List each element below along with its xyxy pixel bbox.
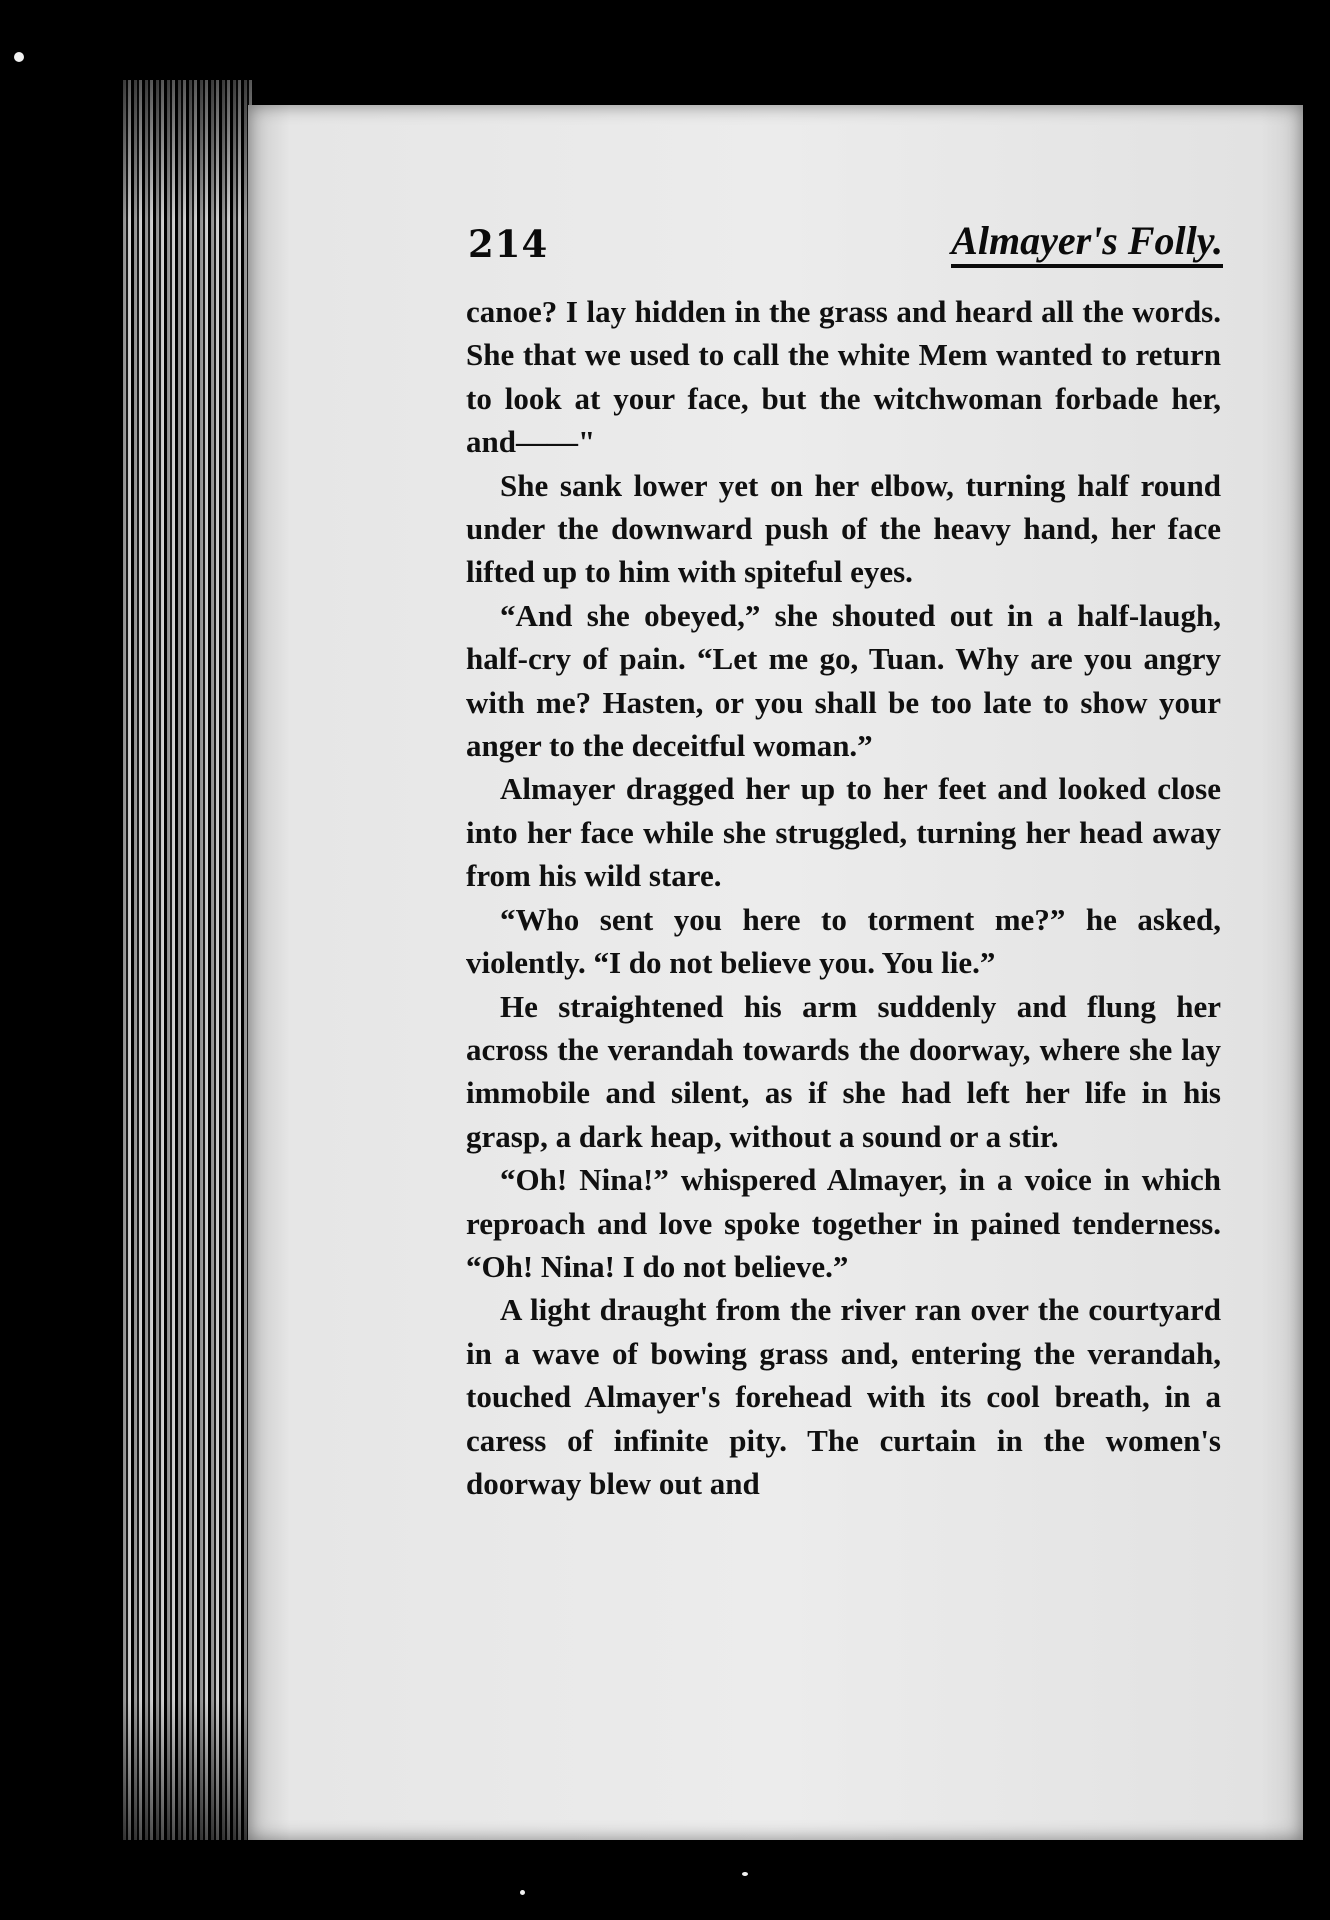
dust-speck <box>742 1872 748 1876</box>
paragraph: He straightened his arm suddenly and flung her across the verandah towards the doorway, where she lay immobile and silent, as if she had left her life in his grasp, a dark heap, without a sound or a stir. <box>466 988 1221 1154</box>
running-head: Almayer's Folly. <box>951 220 1223 268</box>
paragraph: A light draught from the river ran over the courtyard in a wave of bowing grass and, entering the verandah, touched Almayer's forehead with its cool breath, in a caress of infinite pity. The curtain in the women's doorway blew out and <box>466 1292 1221 1501</box>
paragraph: She sank lower yet on her elbow, turning half round under the downward push of the heavy hand, her face lifted up to him with spiteful eyes. <box>466 467 1221 590</box>
body-text <box>466 290 1221 1505</box>
page-header-row <box>468 220 1223 280</box>
page-edges <box>120 80 255 1840</box>
paragraph: “Oh! Nina!” whispered Almayer, in a voice in which reproach and love spoke together in pained tenderness. “Oh! Nina! I do not believe.” <box>466 1162 1221 1284</box>
dust-speck <box>520 1890 525 1895</box>
paragraph: “And she obeyed,” she shouted out in a half-laugh, half-cry of pain. “Let me go, Tuan. Why are you angry with me? Hasten, or you shall be too late to show your anger to the deceitful woman.” <box>466 597 1221 764</box>
paragraph: Almayer dragged her up to her feet and looked close into her face while she struggled, turning her head away from his wild stare. <box>466 771 1221 894</box>
paragraph: “Who sent you here to torment me?” he asked, violently. “I do not believe you. You lie.” <box>466 901 1221 981</box>
page-number: 214 <box>468 222 549 266</box>
dust-speck <box>14 52 24 62</box>
paragraph: canoe? I lay hidden in the grass and heard all the words. She that we used to call the white Mem wanted to return to look at your face, but the witchwoman forbade her, and——" <box>466 294 1221 460</box>
